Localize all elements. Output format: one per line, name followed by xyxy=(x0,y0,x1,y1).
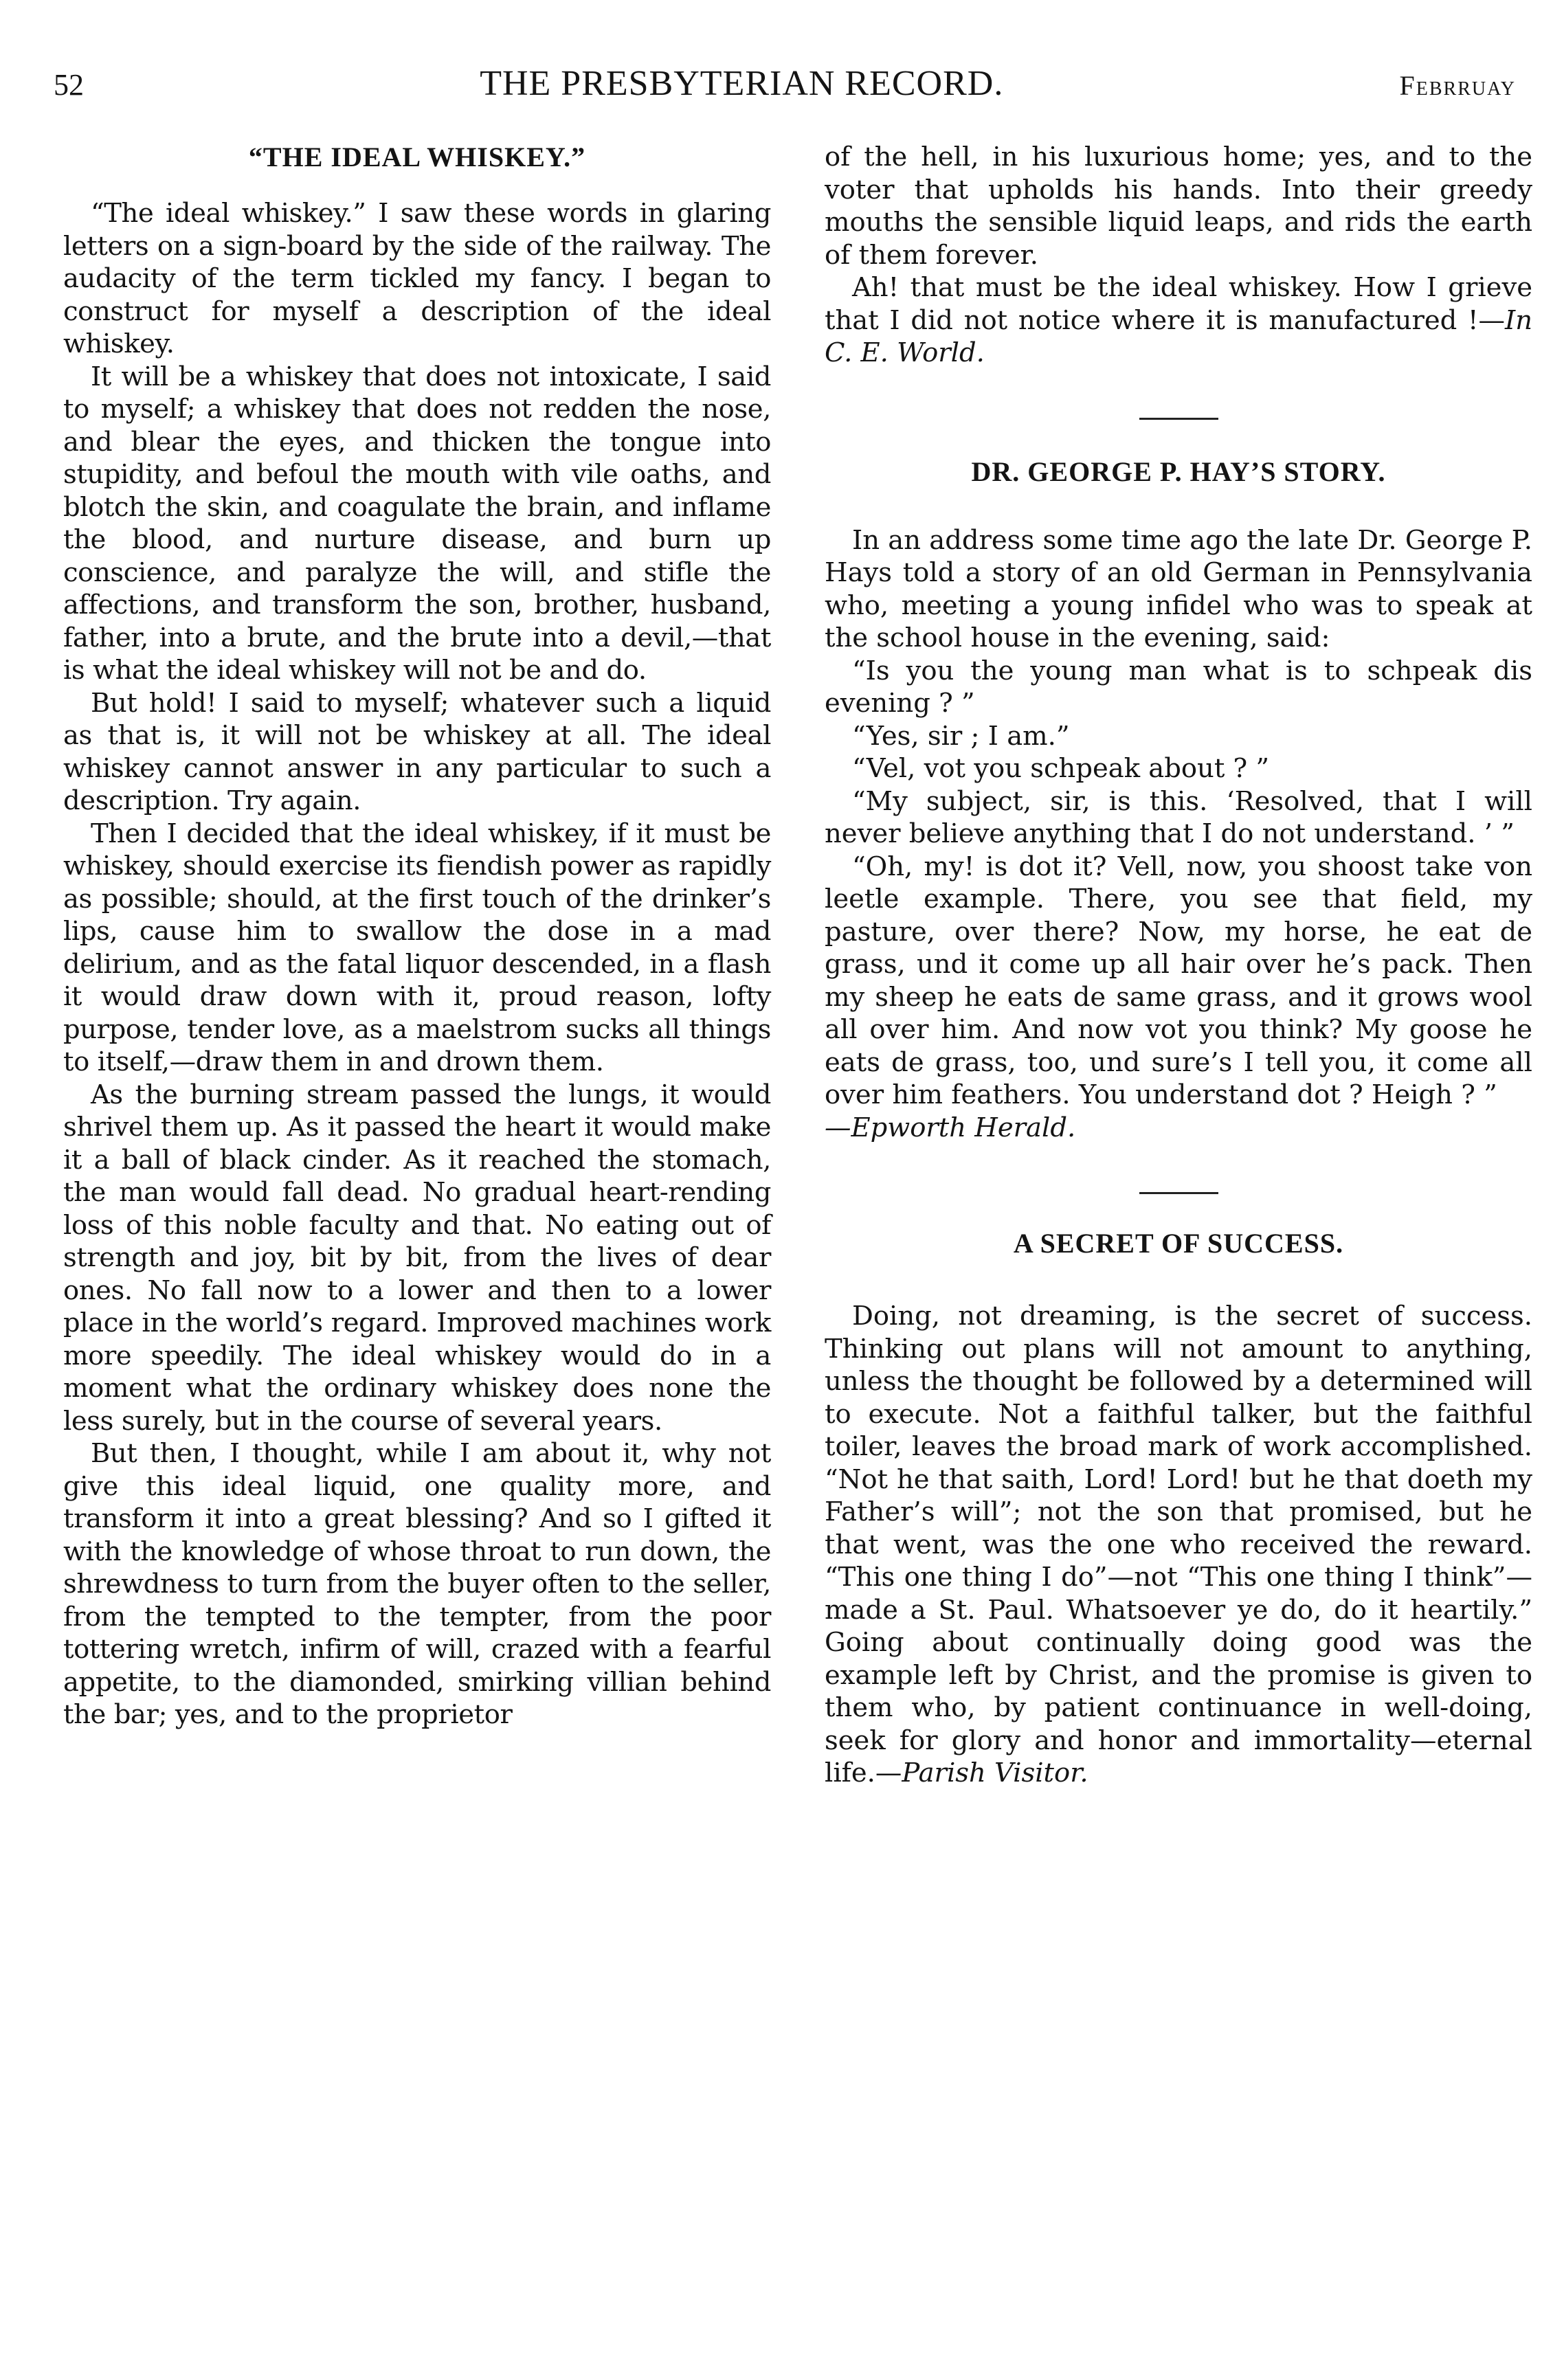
paragraph-closing xyxy=(825,271,1532,370)
issue-month: Febrruay xyxy=(1399,70,1516,101)
paragraph: “The ideal whiskey.” I saw these words in glaring letters on a sign-board by the side of the railway. The audacity of the term tickled my fancy. I began to construct for myself a description of the ideal whiskey. xyxy=(63,198,771,359)
source-credit: Parish Visitor. xyxy=(902,1758,1088,1788)
page-number: 52 xyxy=(54,68,84,102)
paragraph: “Is you the young man what is to schpeak dis evening ? ” xyxy=(825,655,1532,719)
left-column xyxy=(63,141,771,1731)
paragraph: “Oh, my! is dot it? Vell, now, you shoost take von leetle example. There, you see that field, my pasture, over there? Now, my horse, he eat de grass, und it come up all hair over he’s pack. Then my sheep he eats de same grass, and it grows wool all over him. And now vot you think? My goose he eats de grass, too, und sure’s I tell you, it come all over him feathers. You understand dot ? Heigh ? ” xyxy=(825,851,1532,1110)
paragraph: But then, I thought, while I am about it, why not give this ideal liquid, one quality more, and transform it into a great blessing? And so I gifted it with the knowledge of whose throat to run down, the shrewdness to turn from the buyer often to the seller, from the tempted to the tempter, from the poor tottering wretch, infirm of will, crazed with a fearful appetite, to the diamonded, smirking villian behind the bar; yes, and to the proprietor xyxy=(63,1438,771,1730)
paragraph: It will be a whiskey that does not intoxicate, I said to myself; a whiskey that does not redden the nose, and blear the eyes, and thicken the tongue into stupidity, and befoul the mouth with vile oaths, and blotch the skin, and coagulate the brain, and inflame the blood, and nurture disease, and burn up conscience, and paralyze the will, and stifle the affections, and transform the son, brother, husband, father, into a brute, and the brute into a devil,—that is what the ideal whiskey will not be and do. xyxy=(63,361,771,686)
section-divider xyxy=(1139,418,1218,420)
paragraph: Then I decided that the ideal whiskey, if it must be whiskey, should exercise its fiendish power as rapidly as possible; should, at the first touch of the drinker’s lips, cause him to swallow the dose in a mad delirium, and as the fatal liquor descended, in a flash it would draw down with it, proud reason, lofty purpose, tender love, as a maelstrom sucks all things to itself,—draw them in and drown them. xyxy=(63,818,771,1077)
paragraph: As the burning stream passed the lungs, it would shrivel them up. As it passed the heart it would make it a ball of black cinder. As it reached the stomach, the man would fall dead. No gradual heart-rending loss of this noble faculty and that. No eating out of strength and joy, bit by bit, from the lives of dear ones. No fall now to a lower and then to a lower place in the world’s regard. Improved machines work more speedily. The ideal whiskey would do in a moment what the ordinary whiskey does none the less surely, but in the course of several years. xyxy=(63,1079,771,1437)
source-credit: —Epworth Herald. xyxy=(825,1112,1076,1143)
running-header xyxy=(54,63,1516,118)
paragraph: In an address some time ago the late Dr. George P. Hays told a story of an old German in Pennsylvania who, meeting a young infidel who was to speak at the school house in the evening, said: xyxy=(825,524,1532,653)
journal-title: THE PRESBYTERIAN RECORD. xyxy=(480,64,1004,103)
section-divider xyxy=(1139,1192,1218,1194)
paragraph: “Yes, sir ; I am.” xyxy=(852,720,1070,752)
paragraph xyxy=(825,1300,1532,1790)
paragraph-continuation: of the hell, in his luxurious home; yes, and to the voter that upholds his hands. Into their greedy mouths the sensible liquid leaps, and rids the earth of them forever. xyxy=(825,142,1532,271)
article-title-hays-story: DR. GEORGE P. HAY’S STORY. xyxy=(971,456,1386,487)
closing-text: Ah! that must be the ideal whiskey. How I grieve that I did not notice where it is manufactured !— xyxy=(825,272,1532,336)
source-credit: In C. E. World. xyxy=(825,304,1532,368)
paragraph: “My subject, sir, is this. ‘Resolved, that I will never believe anything that I do not understand. ’ ” xyxy=(825,785,1532,849)
paragraph: “Vel, vot you schpeak about ? ” xyxy=(852,753,1270,784)
paragraph: But hold! I said to myself; whatever such a liquid as that is, it will not be whiskey at all. The ideal whiskey cannot answer in any particular to such a description. Try again. xyxy=(63,687,771,816)
body-text: Doing, not dreaming, is the secret of success. Thinking out plans will not amount to anything, unless the thought be followed by a determined will to execute. Not a faithful talker, but the faithful toiler, leaves the broad mark of work accomplished. “Not he that saith, Lord! Lord! but he that doeth my Father’s will”; not the son that promised, but he that went, was the one who received the reward. “This one thing I do”—not “This one thing I think”—made a St. Paul. Whatsoever ye do, do it heartily.” Going about continually doing good was the example left by Christ, and the promise is given to them who, by patient continuance in well-doing, seek for glory and honor and immortality—eternal life.— xyxy=(825,1301,1532,1788)
article-title-secret-of-success: A SECRET OF SUCCESS. xyxy=(1013,1228,1344,1259)
right-column xyxy=(825,141,1532,1790)
article-title-ideal-whiskey: “THE IDEAL WHISKEY.” xyxy=(248,142,586,172)
